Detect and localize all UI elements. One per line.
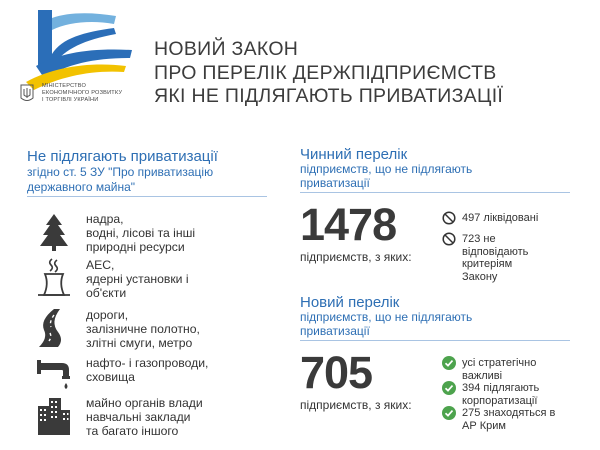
current-count-caption: підприємств, з яких: [300, 250, 412, 264]
list-item [36, 212, 266, 258]
item-line: нафто- і газопроводи, [86, 356, 209, 370]
current-list-subheading-line: приватизації [300, 175, 370, 190]
bullet-line: 497 ліквідовані [462, 212, 539, 224]
list-item [36, 396, 266, 442]
exempt-subheading-line: державного майна" [27, 179, 136, 194]
title-line: НОВИЙ ЗАКОН [154, 38, 299, 60]
exempt-subheading-line: згідно ст. 5 ЗУ "Про приватизацію [27, 165, 214, 179]
bullet-line: 723 не [462, 233, 496, 245]
item-line: об'єкти [86, 286, 127, 301]
item-line: природні ресурси [86, 240, 185, 255]
bullet-line: важливі [462, 369, 503, 382]
item-line: злітні смуги, метро [86, 336, 193, 351]
new-count: 705 [300, 347, 373, 398]
check-icon [442, 406, 456, 420]
bullet-line: Закону [462, 270, 498, 283]
new-bullet [442, 406, 582, 438]
item-line: навчальні заклади [86, 410, 191, 425]
prohibited-icon [442, 211, 456, 225]
page-title [154, 38, 594, 109]
divider [300, 340, 570, 341]
list-item [36, 258, 266, 304]
bullet-line: АР Крим [462, 419, 506, 432]
pipeline-icon [36, 356, 72, 396]
item-line: та багато іншого [86, 424, 179, 439]
tree-icon [36, 212, 72, 252]
exempt-heading: Не підлягають приватизації [27, 148, 218, 165]
current-bullet [442, 232, 582, 284]
divider [300, 192, 570, 193]
ministry-line: МІНІСТЕРСТВО [42, 83, 87, 89]
item-line: майно органів влади [86, 396, 203, 410]
item-line: залізничне полотно, [86, 322, 200, 337]
ministry-logo [22, 8, 134, 92]
current-count: 1478 [300, 199, 397, 250]
bullet-line: відповідають [462, 245, 529, 258]
list-item [36, 308, 266, 354]
bullet-line: корпоратизації [462, 394, 538, 407]
trident-icon [20, 84, 34, 104]
ministry-line: ЕКОНОМІЧНОГО РОЗВИТКУ [42, 90, 123, 96]
bullet-line: усі стратегічно [462, 357, 537, 369]
buildings-icon [36, 396, 72, 436]
item-line: надра, [86, 212, 124, 226]
divider [27, 196, 267, 197]
title-line: ЯКІ НЕ ПІДЛЯГАЮТЬ ПРИВАТИЗАЦІЇ [154, 85, 504, 107]
current-list-heading: Чинний перелік [300, 146, 408, 163]
new-list-subheading-line: підприємств, що не підлягають [300, 310, 473, 324]
item-line: дороги, [86, 308, 129, 322]
item-line: сховища [86, 370, 135, 385]
ministry-line: І ТОРГІВЛІ УКРАЇНИ [42, 97, 99, 103]
new-list-heading-block [300, 294, 570, 338]
check-icon [442, 381, 456, 395]
prohibited-icon [442, 232, 456, 246]
current-list-subheading-line: підприємств, що не підлягають [300, 162, 473, 176]
bullet-line: 275 знаходяться в [462, 407, 556, 419]
power-plant-icon [36, 258, 72, 298]
item-line: АЕС, [86, 258, 115, 272]
bullet-line: 394 підлягають [462, 382, 540, 394]
ministry-name [42, 83, 152, 104]
exempt-heading-block [27, 148, 267, 194]
check-icon [442, 356, 456, 370]
current-list-heading-block [300, 146, 570, 190]
bullet-line: критеріям [462, 258, 513, 270]
new-count-caption: підприємств, з яких: [300, 398, 412, 412]
new-list-heading: Новий перелік [300, 294, 400, 311]
item-line: водні, лісові та інші [86, 226, 196, 241]
road-icon [36, 308, 72, 348]
item-line: ядерні установки і [86, 272, 189, 287]
new-list-subheading-line: приватизації [300, 323, 370, 338]
title-line: ПРО ПЕРЕЛІК ДЕРЖПІДПРИЄМСТВ [154, 61, 497, 84]
